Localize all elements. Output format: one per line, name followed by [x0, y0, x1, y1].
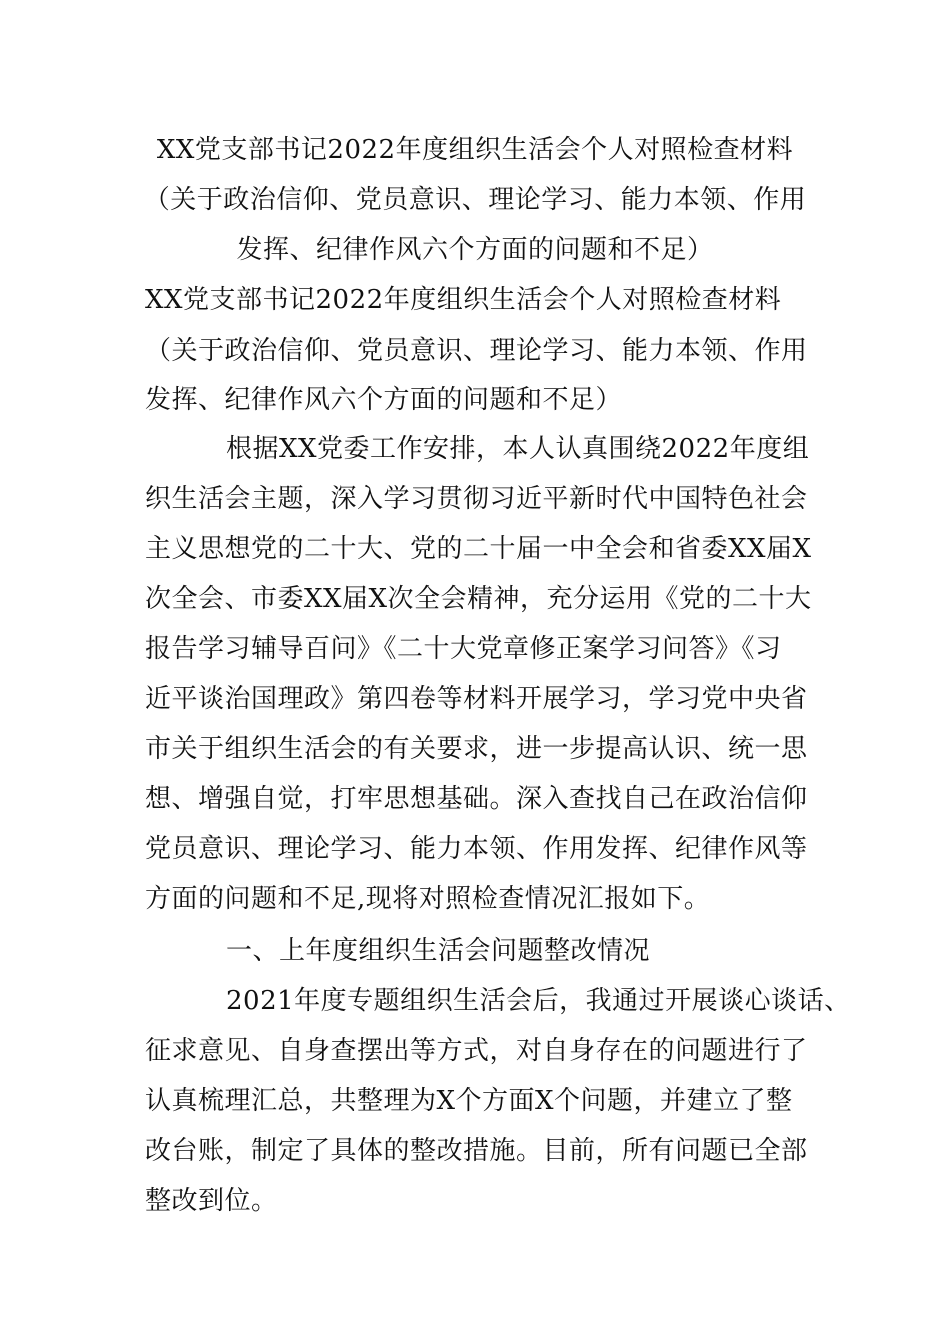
- intro-paragraph-line: 次全会、市委XX届X次全会精神，充分运用《党的二十大: [145, 584, 812, 614]
- intro-paragraph-line: 织生活会主题，深入学习贯彻习近平新时代中国特色社会: [145, 484, 808, 514]
- section-1-paragraph-line: 征求意见、自身查摆出等方式，对自身存在的问题进行了: [145, 1036, 808, 1066]
- section-1-paragraph-line: 整改到位。: [145, 1186, 278, 1216]
- repeated-title: XX党支部书记2022年度组织生活会个人对照检查材料: [145, 285, 782, 315]
- section-1-paragraph-line: 2021年度专题组织生活会后，我通过开展谈心谈话、: [226, 986, 851, 1016]
- intro-paragraph-line: 报告学习辅导百问》《二十大党章修正案学习问答》《习: [145, 634, 782, 664]
- repeated-subtitle-line-1: （关于政治信仰、党员意识、理论学习、能力本领、作用: [145, 336, 808, 366]
- intro-paragraph-line: 党员意识、理论学习、能力本领、作用发挥、纪律作风等: [145, 834, 808, 864]
- doc-subtitle-line-1: （关于政治信仰、党员意识、理论学习、能力本领、作用: [143, 185, 807, 215]
- doc-subtitle-line-2: 发挥、纪律作风六个方面的问题和不足）: [236, 235, 714, 265]
- repeated-subtitle-line-2: 发挥、纪律作风六个方面的问题和不足）: [145, 385, 623, 415]
- section-1-heading: 一、上年度组织生活会问题整改情况: [226, 936, 651, 966]
- doc-title: XX党支部书记2022年度组织生活会个人对照检查材料: [156, 135, 794, 165]
- intro-paragraph-line: 想、增强自觉，打牢思想基础。深入查找自己在政治信仰: [145, 784, 808, 814]
- section-1-paragraph-line: 改台账，制定了具体的整改措施。目前，所有问题已全部: [145, 1136, 808, 1166]
- intro-paragraph-line: 方面的问题和不足,现将对照检查情况汇报如下。: [145, 884, 711, 914]
- section-1-paragraph-line: 认真梳理汇总，共整理为X个方面X个问题，并建立了整: [145, 1086, 793, 1116]
- intro-paragraph-line: 近平谈治国理政》第四卷等材料开展学习，学习党中央省: [145, 684, 808, 714]
- intro-paragraph-line: 主义思想党的二十大、党的二十届一中全会和省委XX届X: [145, 534, 812, 564]
- intro-paragraph-line: 市关于组织生活会的有关要求，进一步提高认识、统一思: [145, 734, 808, 764]
- intro-paragraph-line: 根据XX党委工作安排，本人认真围绕2022年度组: [226, 434, 810, 464]
